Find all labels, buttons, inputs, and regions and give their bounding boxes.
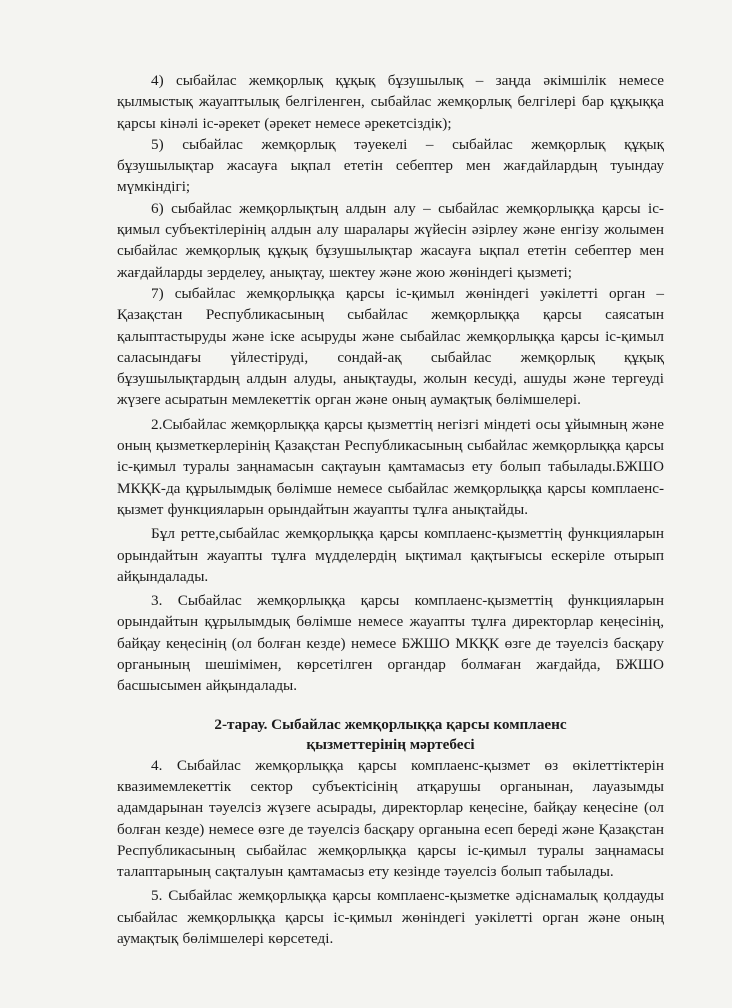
document-body xyxy=(117,70,664,949)
section-heading-line2: қызметтерінің мәртебесі xyxy=(306,735,475,753)
paragraph-item-6: 6) сыбайлас жемқорлықтың алдын алу – сыбайлас жемқорлыққа қарсы іс-қимыл субъектілерінің алдын алу шаралары жүйесін әзірлеу және енгізу жолымен сыбайлас жемқорлық құқық бұзушылықтар жасауға ықпал ететін себептер мен жағдайларды зерделеу, анықтау, шектеу және жою жөніндегі қызметі; xyxy=(117,199,664,281)
paragraph-clause-2: 2.Сыбайлас жемқорлыққа қарсы қызметтің негізгі міндеті осы ұйымның және оның қызметкерлерінің Қазақстан Республикасының сыбайлас жемқорлыққа қарсы іс-қимыл туралы заңнамасын сақтауын қамтамасыз ету болып табылады.БЖШО МКҚК-да құрылымдық бөлімше немесе сыбайлас жемқорлыққа қарсы комплаенс-қызмет функцияларын орындайтын жауапты тұлға анықтайды. xyxy=(117,415,664,518)
paragraph-clause-4: 4. Сыбайлас жемқорлыққа қарсы комплаенс-қызмет өз өкілеттіктерін квазимемлекеттік сектор субъектісінің атқарушы органынан, лауазымды адамдарынан тәуелсіз жүзеге асырады, директорлар кеңесіне, байқау кеңесіне (ол болған кезде) немесе өзге де тәуелсіз басқару органына есеп береді және Қазақстан Республикасының сыбайлас жемқорлыққа қарсы іс-қимыл туралы заңнамасы талаптарының сақталуын қамтамасыз ету кезінде тәуелсіз болып табылады. xyxy=(117,756,664,881)
paragraph-clause-3: 3. Сыбайлас жемқорлыққа қарсы комплаенс-қызметтің функцияларын орындайтын құрылымдық бөлімше немесе жауапты тұлға директорлар кеңесінің, байқау кеңесінің (ол болған кезде) немесе БЖШО МКҚК өзге де тәуелсіз басқару органының шешімімен, көрсетілген органдар болмаған жағдайда, БЖШО басшысымен айқындалады. xyxy=(117,592,664,695)
section-heading-line1: 2-тарау. Сыбайлас жемқорлыққа қарсы комплаенс xyxy=(214,715,567,733)
section-heading xyxy=(117,715,664,755)
paragraph-clause-5: 5. Сыбайлас жемқорлыққа қарсы комплаенс-қызметке әдіснамалық қолдауды сыбайлас жемқорлыққа қарсы іс-қимыл жөніндегі уәкілетті орган және оның аумақтық бөлімшелері көрсетеді. xyxy=(117,887,664,947)
paragraph-item-7: 7) сыбайлас жемқорлыққа қарсы іс-қимыл жөніндегі уәкілетті орган – Қазақстан Республикасының сыбайлас жемқорлыққа қарсы саясатын қалыптастыруды және іске асыруды және сыбайлас жемқорлыққа қарсы іс-қимыл саласындағы үйлестіруді, сондай-ақ сыбайлас жемқорлық құқық бұзушылықтардың алдын алуды, анықтауды, жолын кесуді, ашуды және тергеуді жүзеге асыратын мемлекеттік орган және оның аумақтық бөлімшелері. xyxy=(117,284,664,409)
paragraph-item-5: 5) сыбайлас жемқорлық тәуекелі – сыбайлас жемқорлық құқық бұзушылықтар жасауға ықпал ететін себептер мен жағдайлардың туындау мүмкіндігі; xyxy=(117,135,664,196)
paragraph-clause-2-note: Бұл ретте,сыбайлас жемқорлыққа қарсы комплаенс-қызметтің функцияларын орындайтын жауапты тұлға мүдделердің ықтимал қақтығысы ескеріле отырып айқындалады. xyxy=(117,525,664,585)
paragraph-item-4: 4) сыбайлас жемқорлық құқық бұзушылық – заңда әкімшілік немесе қылмыстық жауаптылық белгіленген, сыбайлас жемқорлық белгілері бар құқыққа қарсы кінәлі іс-әрекет (әрекет немесе әрекетсіздік); xyxy=(117,72,664,132)
